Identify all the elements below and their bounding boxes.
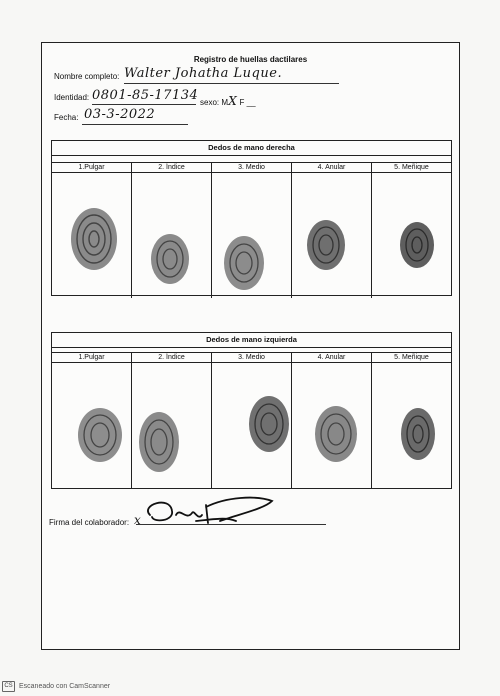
fingerprint-image	[150, 233, 190, 285]
sex-m-mark: X	[228, 94, 238, 108]
signature-underline	[136, 524, 326, 525]
sex-m-option: M	[221, 98, 229, 107]
fingerprint-image	[77, 407, 123, 463]
name-underline	[124, 83, 339, 84]
name-value: Walter Johatha Luque.	[124, 66, 283, 81]
date-label: Fecha:	[54, 113, 79, 122]
left-hand-title: Dedos de mano izquierda	[52, 333, 451, 348]
left-ring-cell	[292, 353, 372, 489]
left-hand-table	[51, 332, 452, 489]
right-hand-title: Dedos de mano derecha	[52, 141, 451, 156]
right-middle-cell	[212, 163, 292, 298]
left-middle-cell	[212, 353, 292, 489]
left-index-label: 2. Índice	[132, 353, 211, 363]
right-thumb-label: 1.Pulgar	[52, 163, 131, 173]
left-thumb-cell	[52, 353, 132, 489]
sex-f-option: F	[239, 98, 245, 107]
sex-label: sexo:	[200, 98, 220, 107]
fingerprint-image	[306, 219, 346, 271]
left-thumb-label: 1.Pulgar	[52, 353, 131, 363]
id-value: 0801-85-17134	[92, 88, 199, 103]
fingerprint-image	[138, 411, 180, 473]
fingerprint-image	[223, 235, 265, 291]
sex-field	[200, 94, 256, 108]
right-ring-cell	[292, 163, 372, 298]
fingerprint-image	[314, 405, 358, 463]
sex-f-blank: __	[246, 98, 256, 107]
fingerprint-image	[399, 221, 435, 269]
signature-image	[136, 491, 286, 531]
fingerprint-form	[41, 42, 460, 650]
right-index-cell	[132, 163, 212, 298]
right-ring-label: 4. Anular	[292, 163, 371, 173]
signature-label: Firma del colaborador:	[49, 518, 130, 527]
left-index-cell	[132, 353, 212, 489]
date-underline	[82, 124, 188, 125]
right-middle-label: 3. Medio	[212, 163, 291, 173]
left-little-cell	[372, 353, 451, 489]
right-little-label: 5. Meñique	[372, 163, 451, 173]
left-middle-label: 3. Medio	[212, 353, 291, 363]
right-little-cell	[372, 163, 451, 298]
fingerprint-image	[70, 207, 118, 271]
fingerprint-image	[248, 395, 290, 453]
name-label: Nombre completo:	[54, 72, 120, 81]
right-hand-table	[51, 140, 452, 296]
id-underline	[92, 104, 196, 105]
fingerprint-image	[400, 407, 436, 461]
left-ring-label: 4. Anular	[292, 353, 371, 363]
id-label: Identidad:	[54, 93, 90, 102]
form-title: Registro de huellas dactilares	[193, 55, 308, 64]
right-thumb-cell	[52, 163, 132, 298]
scanner-credit: Escaneado con CamScanner	[19, 683, 111, 690]
signature-mark: x	[134, 513, 142, 527]
left-little-label: 5. Meñique	[372, 353, 451, 363]
date-value: 03-3-2022	[84, 107, 156, 122]
camscanner-logo: CS	[2, 681, 15, 692]
right-index-label: 2. Índice	[132, 163, 211, 173]
scanner-footer	[2, 681, 110, 692]
